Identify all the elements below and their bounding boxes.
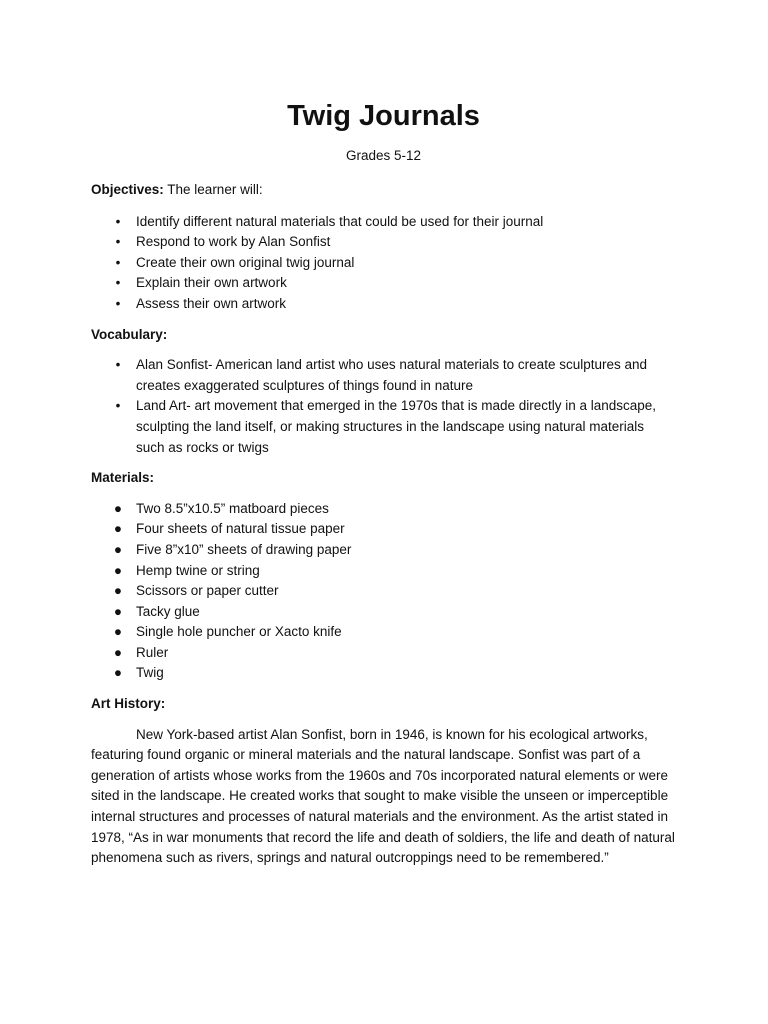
vocabulary-list <box>91 355 676 458</box>
bullet-icon: ● <box>113 665 123 681</box>
bullet-icon: ● <box>113 644 123 660</box>
list-item-text: Single hole puncher or Xacto knife <box>136 624 342 640</box>
list-item-text: Tacky glue <box>136 603 200 619</box>
list-item <box>91 212 676 233</box>
page-title: Twig Journals <box>287 100 480 132</box>
list-item-text: Two 8.5”x10.5” matboard pieces <box>136 500 329 516</box>
objectives-heading-line <box>91 180 676 201</box>
list-item <box>91 622 676 643</box>
list-item-text: Alan Sonfist- American land artist who uses natural materials to create sculptures and creates exaggerated sculptures of things found in nature <box>136 357 648 393</box>
bullet-icon: • <box>115 213 121 229</box>
bullet-icon: • <box>115 254 121 270</box>
list-item <box>91 499 676 520</box>
materials-heading: Materials: <box>91 470 155 486</box>
list-item-text: Respond to work by Alan Sonfist <box>136 234 331 250</box>
list-item-text: Five 8”x10” sheets of drawing paper <box>136 541 352 557</box>
art-history-heading: Art History: <box>91 696 166 712</box>
list-item-text: Identify different natural materials that could be used for their journal <box>136 213 544 229</box>
list-item-text: Scissors or paper cutter <box>136 583 279 599</box>
materials-list <box>91 499 676 684</box>
bullet-icon: • <box>115 275 121 291</box>
list-item <box>91 519 676 540</box>
bullet-icon: • <box>115 398 121 414</box>
objectives-list <box>91 212 676 315</box>
list-item <box>91 540 676 561</box>
bullet-icon: ● <box>113 624 123 640</box>
bullet-icon: • <box>115 234 121 250</box>
bullet-icon: ● <box>113 583 123 599</box>
vocabulary-heading: Vocabulary: <box>91 326 168 342</box>
art-history-paragraph: New York-based artist Alan Sonfist, born in 1946, is known for his ecological artworks, featuring found organic or mineral materials and the natural landscape. Sonfist was part of a generation of artists whose works from the 1960s and 70s incorporated natural elements or were sited in the landscape. He created works that sought to make visible the unseen or imperceptible internal structures and processes of natural materials and the environment. As the artist stated in 1978, “As in war monuments that record the life and death of soldiers, the life and death of natural phenomena such as rivers, springs and natural outcroppings need to be remembered.” <box>91 726 675 866</box>
list-item <box>91 232 676 253</box>
bullet-icon: ● <box>113 541 123 557</box>
bullet-icon: ● <box>113 562 123 578</box>
list-item-text: Land Art- art movement that emerged in the 1970s that is made directly in a landscape, sculpting the land itself, or making structures in the landscape using natural materials such as rocks or twigs <box>136 398 657 455</box>
list-item <box>91 253 676 274</box>
list-item-text: Ruler <box>136 644 169 660</box>
list-item-text: Create their own original twig journal <box>136 254 355 270</box>
list-item-text: Twig <box>136 665 164 681</box>
materials-heading-line <box>91 468 676 489</box>
bullet-icon: ● <box>113 521 123 537</box>
list-item <box>91 663 676 684</box>
list-item <box>91 643 676 664</box>
list-item <box>91 273 676 294</box>
list-item-text: Explain their own artwork <box>136 275 287 291</box>
art-history-heading-line <box>91 694 676 715</box>
objectives-intro: The learner will: <box>163 182 263 197</box>
list-item-text: Hemp twine or string <box>136 562 260 578</box>
bullet-icon: • <box>115 357 121 373</box>
grades-subtitle: Grades 5-12 <box>345 148 422 163</box>
list-item <box>91 561 676 582</box>
list-item <box>91 294 676 315</box>
list-item <box>91 355 676 396</box>
bullet-icon: ● <box>113 603 123 619</box>
vocabulary-heading-line <box>91 325 676 346</box>
objectives-heading: Objectives: <box>91 182 164 197</box>
list-item <box>91 396 676 458</box>
list-item <box>91 602 676 623</box>
list-item-text: Four sheets of natural tissue paper <box>136 521 345 537</box>
list-item-text: Assess their own artwork <box>136 295 287 311</box>
list-item <box>91 581 676 602</box>
bullet-icon: ● <box>113 500 123 516</box>
bullet-icon: • <box>115 295 121 311</box>
